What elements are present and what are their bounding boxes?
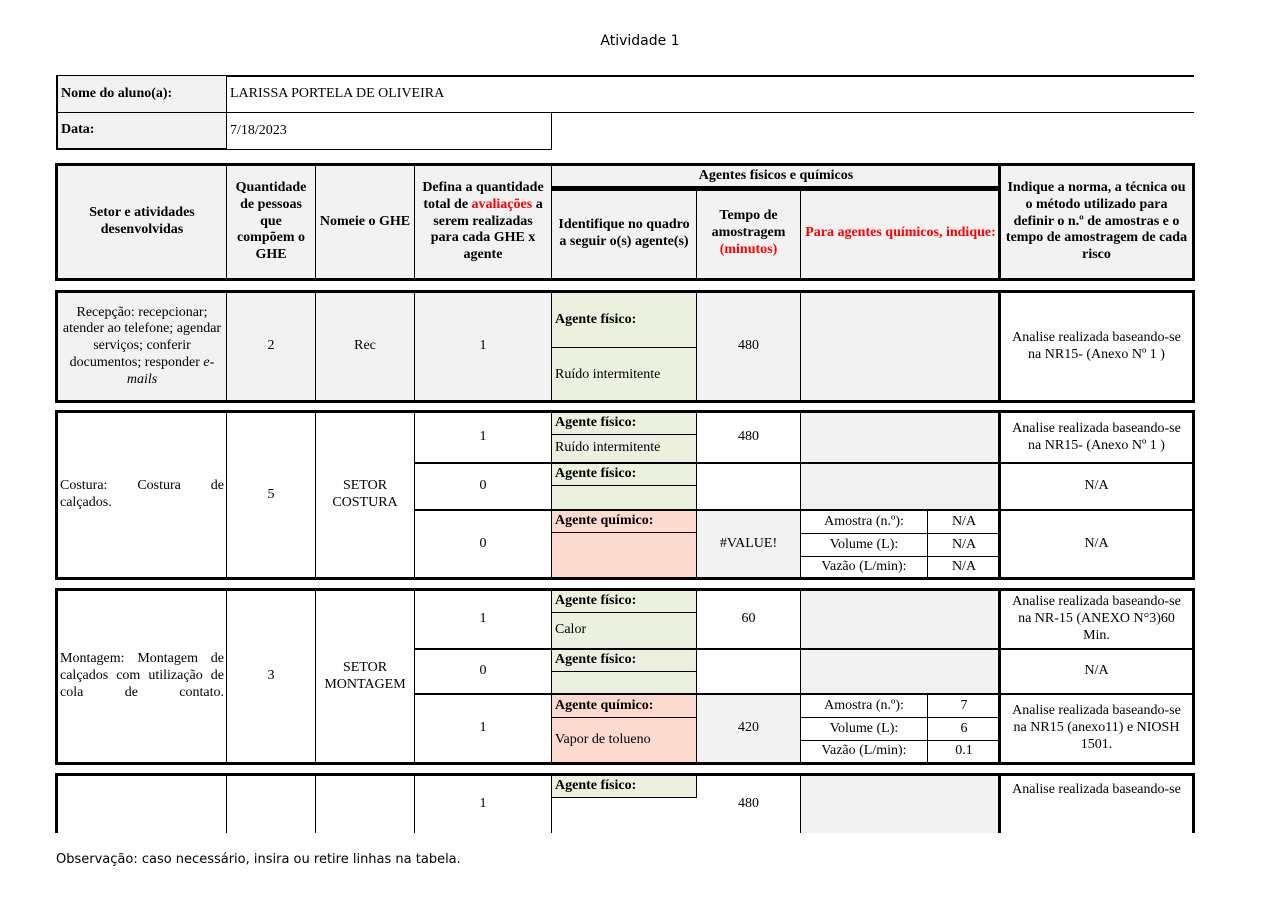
rec-norma[interactable]: Analise realizada baseando-se na NR15- (Anexo Nº 1 ) — [998, 290, 1195, 403]
header-tempo: Tempo de amostragem (minutos) — [697, 189, 801, 281]
cost-r2-agente[interactable] — [552, 486, 697, 511]
cost-r1-fisico-label: Agente físico: — [552, 410, 697, 435]
cost-r3-norma[interactable]: N/A — [998, 511, 1195, 580]
mont-r1-norma[interactable]: Analise realizada baseando-se na NR-15 (ANEXO N°3)60 Min. — [998, 588, 1195, 650]
last-setor — [55, 773, 227, 833]
last-qtd[interactable] — [227, 773, 316, 833]
cost-r3-vazao[interactable]: N/A — [928, 557, 1000, 580]
cost-r3-amostra[interactable]: N/A — [928, 511, 1000, 534]
cost-nome[interactable]: SETOR COSTURA — [316, 410, 415, 580]
mont-r3-amostra[interactable]: 7 — [928, 695, 1000, 718]
header-nome: Nomeie o GHE — [316, 163, 415, 281]
cost-r3-amostra-label: Amostra (n.º): — [801, 511, 928, 534]
cost-r1-aval[interactable]: 1 — [415, 410, 552, 464]
mont-r3-norma[interactable]: Analise realizada baseando-se na NR15 (anexo11) e NIOSH 1501. — [998, 695, 1195, 765]
mont-r3-volume-label: Volume (L): — [801, 718, 928, 741]
rec-agente[interactable]: Ruído intermitente — [552, 348, 697, 403]
cost-r3-volume-label: Volume (L): — [801, 534, 928, 557]
name-label: Nome do aluno(a): — [56, 76, 227, 113]
mont-nome[interactable]: SETOR MONTAGEM — [316, 588, 415, 765]
cost-r1-quimico[interactable] — [801, 410, 1000, 464]
date-value[interactable]: 7/18/2023 — [227, 113, 552, 150]
last-norma[interactable]: Analise realizada baseando-se — [998, 773, 1195, 833]
cost-r2-fisico-label: Agente físico: — [552, 464, 697, 486]
mont-r1-agente[interactable]: Calor — [552, 613, 697, 650]
mont-r2-tempo[interactable] — [697, 650, 801, 695]
mont-r2-fisico-label: Agente físico: — [552, 650, 697, 672]
header-quimicos: Para agentes químicos, indique: — [801, 189, 1000, 281]
rec-tempo[interactable]: 480 — [697, 290, 801, 403]
cost-r2-quimico[interactable] — [801, 464, 1000, 511]
cost-r2-aval[interactable]: 0 — [415, 464, 552, 511]
mont-r1-quimico[interactable] — [801, 588, 1000, 650]
cost-qtd[interactable]: 5 — [227, 410, 316, 580]
footer-note: Observação: caso necessário, insira ou retire linhas na tabela. — [56, 852, 461, 867]
mont-r3-volume[interactable]: 6 — [928, 718, 1000, 741]
cost-r2-norma[interactable]: N/A — [998, 464, 1195, 511]
student-name[interactable]: LARISSA PORTELA DE OLIVEIRA — [230, 86, 445, 102]
mont-r2-aval[interactable]: 0 — [415, 650, 552, 695]
cost-r1-tempo[interactable]: 480 — [697, 410, 801, 464]
mont-r3-vazao[interactable]: 0.1 — [928, 741, 1000, 765]
mont-r2-agente[interactable] — [552, 672, 697, 695]
last-aval[interactable]: 1 — [415, 773, 552, 833]
header-definir: Defina a quantidade total de avaliações a serem realizadas para cada GHE x agente — [415, 163, 552, 281]
header-identifique: Identifique no quadro a seguir o(s) agente(s) — [552, 189, 697, 281]
page-title: Atividade 1 — [600, 33, 680, 49]
header-qtd: Quantidade de pessoas que compõem o GHE — [227, 163, 316, 281]
cost-r3-quimico-label: Agente químico: — [552, 511, 697, 533]
last-nome[interactable] — [316, 773, 415, 833]
rec-nome[interactable]: Rec — [316, 290, 415, 403]
rec-aval[interactable]: 1 — [415, 290, 552, 403]
cost-setor: Costura: Costura de calçados. — [55, 410, 227, 580]
cost-r3-aval[interactable]: 0 — [415, 511, 552, 580]
cost-r2-tempo[interactable] — [697, 464, 801, 511]
last-fisico-label: Agente físico: — [552, 773, 697, 798]
header-group: Agentes físicos e químicos — [552, 163, 1000, 189]
mont-qtd[interactable]: 3 — [227, 588, 316, 765]
mont-r3-aval[interactable]: 1 — [415, 695, 552, 765]
mont-r3-amostra-label: Amostra (n.º): — [801, 695, 928, 718]
rec-fisico-label: Agente físico: — [552, 290, 697, 348]
last-quimico[interactable] — [801, 773, 1000, 833]
mont-r1-aval[interactable]: 1 — [415, 588, 552, 650]
mont-r2-norma[interactable]: N/A — [998, 650, 1195, 695]
mont-r3-tempo[interactable]: 420 — [697, 695, 801, 765]
rec-setor: Recepção: recepcionar; atender ao telefone; agendar serviços; conferir documentos; responder e-mails — [55, 290, 227, 403]
mont-r2-quimico[interactable] — [801, 650, 1000, 695]
mont-r1-fisico-label: Agente físico: — [552, 588, 697, 613]
rec-quimico[interactable] — [801, 290, 1000, 403]
rec-qtd[interactable]: 2 — [227, 290, 316, 403]
cost-r1-agente[interactable]: Ruído intermitente — [552, 435, 697, 464]
mont-r3-quimico-label: Agente químico: — [552, 695, 697, 718]
date-label: Data: — [56, 113, 227, 150]
mont-setor: Montagem: Montagem de calçados com utilização de cola de contato. — [55, 588, 227, 765]
header-setor: Setor e atividades desenvolvidas — [55, 163, 227, 281]
header-norma: Indique a norma, a técnica ou o método utilizado para definir o n.º de amostras e o tempo de amostragem de cada risco — [998, 163, 1195, 281]
cost-r3-agente[interactable] — [552, 533, 697, 580]
mont-r3-agente[interactable]: Vapor de tolueno — [552, 718, 697, 765]
cost-r3-volume[interactable]: N/A — [928, 534, 1000, 557]
header-group-rule — [552, 188, 1000, 191]
last-tempo[interactable]: 480 — [697, 773, 801, 833]
mont-r1-tempo[interactable]: 60 — [697, 588, 801, 650]
cost-r1-norma[interactable]: Analise realizada baseando-se na NR15- (Anexo Nº 1 ) — [998, 410, 1195, 464]
mont-r3-vazao-label: Vazão (L/min): — [801, 741, 928, 765]
cost-r3-tempo[interactable]: #VALUE! — [697, 511, 801, 580]
cost-r3-vazao-label: Vazão (L/min): — [801, 557, 928, 580]
